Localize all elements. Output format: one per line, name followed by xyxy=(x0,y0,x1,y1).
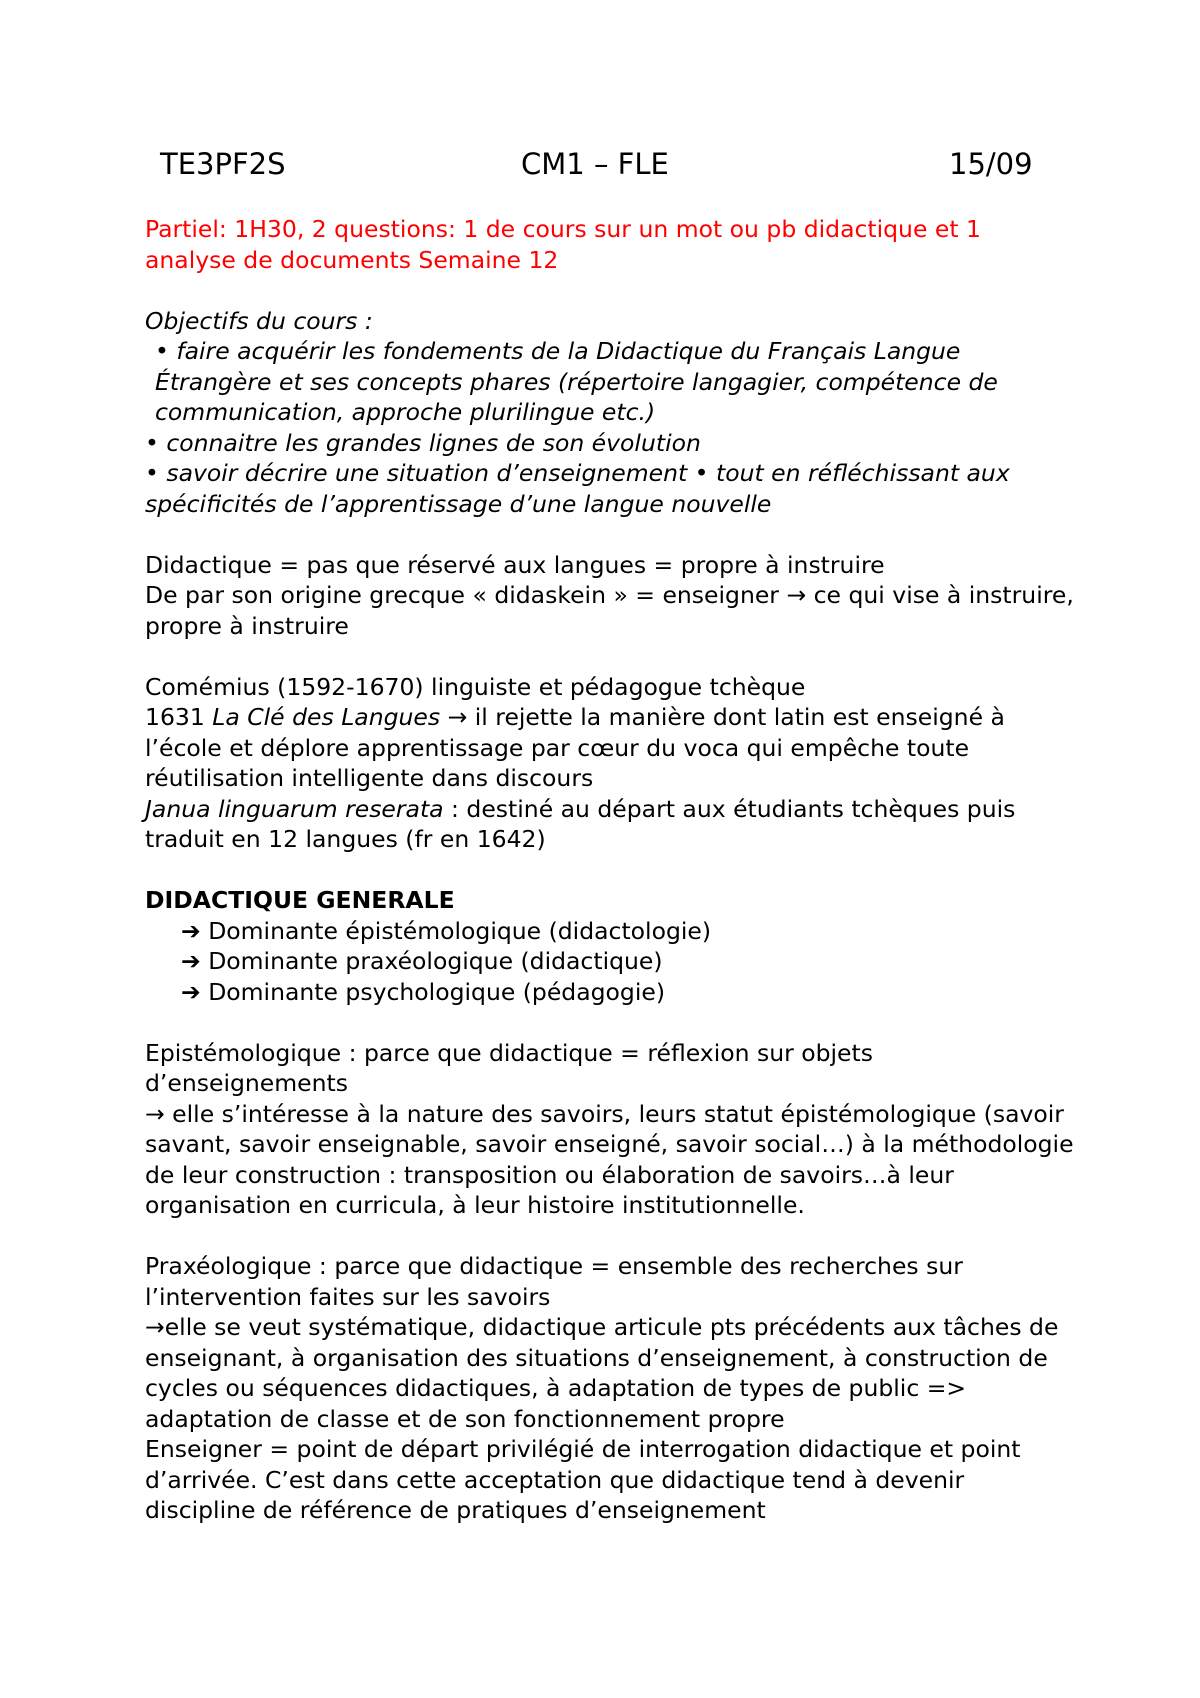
praxeo-definition: Praxéologique : parce que didactique = ensemble des recherches sur l’intervention faites sur les savoirs xyxy=(145,1252,963,1311)
comenius-section xyxy=(145,672,1075,855)
book-title: Janua linguarum reserata xyxy=(145,794,444,823)
didactique-section xyxy=(145,550,1075,642)
praxeo-detail: →elle se veut systématique, didactique articule pts précédents aux tâches de enseignant, à organisation des situations d’enseignement, à construction de cycles ou séquences didactiques, à adaptation de types de public => adaptation de classe et de son fonctionnement propre xyxy=(145,1313,1059,1433)
list-item: ➔ Dominante psychologique (pédagogie) xyxy=(181,977,665,1006)
didactique-definition: Didactique = pas que réservé aux langues = propre à instruire xyxy=(145,550,885,579)
bold-arrow-icon: ➔ xyxy=(181,977,201,1006)
comenius-work: 1631 La Clé des Langues → il rejette la manière dont latin est enseigné à l’école et déplore apprentissage par cœur du voca qui empêche toute réutilisation intelligente dans discours xyxy=(145,703,1005,792)
objective-item: • faire acquérir les fondements de la Didactique du Français Langue Étrangère et ses concepts phares (répertoire langagier, compétence de communication, approche plurilingue etc.) xyxy=(155,337,998,426)
praxeo-conclusion: Enseigner = point de départ privilégié de interrogation didactique et point d’arrivée. C’est dans cette acceptation que didactique tend à devenir discipline de référence de pratiques d’enseignement xyxy=(145,1435,1021,1524)
course-date: 15/09 xyxy=(949,147,1033,181)
book-title: La Clé des Langues xyxy=(212,703,441,731)
bold-arrow-icon: ➔ xyxy=(181,916,201,945)
dominante-list xyxy=(145,916,1075,1008)
course-title: CM1 – FLE xyxy=(521,147,669,181)
arrow-right-icon: → xyxy=(145,1099,165,1128)
arrow-right-icon: → xyxy=(786,581,807,609)
objectives-section xyxy=(145,306,1075,520)
comenius-intro: Comémius (1592-1670) linguiste et pédagogue tchèque xyxy=(145,672,806,701)
exam-note: Partiel: 1H30, 2 questions: 1 de cours sur un mot ou pb didactique et 1 analyse de documents Semaine 12 xyxy=(145,215,981,274)
epistemo-section xyxy=(145,1038,1075,1221)
general-section xyxy=(145,885,1075,1007)
epistemo-definition: Epistémologique : parce que didactique = réflexion sur objets d’enseignements xyxy=(145,1038,873,1097)
arrow-right-icon: → xyxy=(145,1313,165,1341)
bold-arrow-icon: ➔ xyxy=(181,947,201,975)
list-item: ➔ Dominante épistémologique (didactologie) xyxy=(181,916,712,945)
objective-item: • connaitre les grandes lignes de son évolution xyxy=(145,428,701,457)
epistemo-detail: → elle s’intéresse à la nature des savoirs, leurs statut épistémologique (savoir savant, savoir enseignable, savoir enseigné, savoir social…) à la méthodologie de leur construction : transposition ou élaboration de savoirs…à leur organisation en curricula, à leur histoire institutionnelle. xyxy=(145,1099,1074,1219)
praxeo-section xyxy=(145,1251,1075,1526)
arrow-right-icon: → xyxy=(447,703,468,731)
list-item: ➔ Dominante praxéologique (didactique) xyxy=(181,947,663,975)
didactique-origin: De par son origine grecque « didaskein » = enseigner → ce qui vise à instruire, propre à instruire xyxy=(145,581,1074,640)
objectives-title: Objectifs du cours : xyxy=(145,306,373,335)
section-heading: DIDACTIQUE GENERALE xyxy=(145,886,455,914)
document-body xyxy=(145,214,1075,1526)
page-header xyxy=(0,146,1200,186)
course-code: TE3PF2S xyxy=(160,147,286,181)
objective-item: • savoir décrire une situation d’enseignement • tout en réfléchissant aux spécificités de l’apprentissage d’une langue nouvelle xyxy=(145,459,1010,518)
janua-note: Janua linguarum reserata : destiné au départ aux étudiants tchèques puis traduit en 12 langues (fr en 1642) xyxy=(145,794,1016,853)
